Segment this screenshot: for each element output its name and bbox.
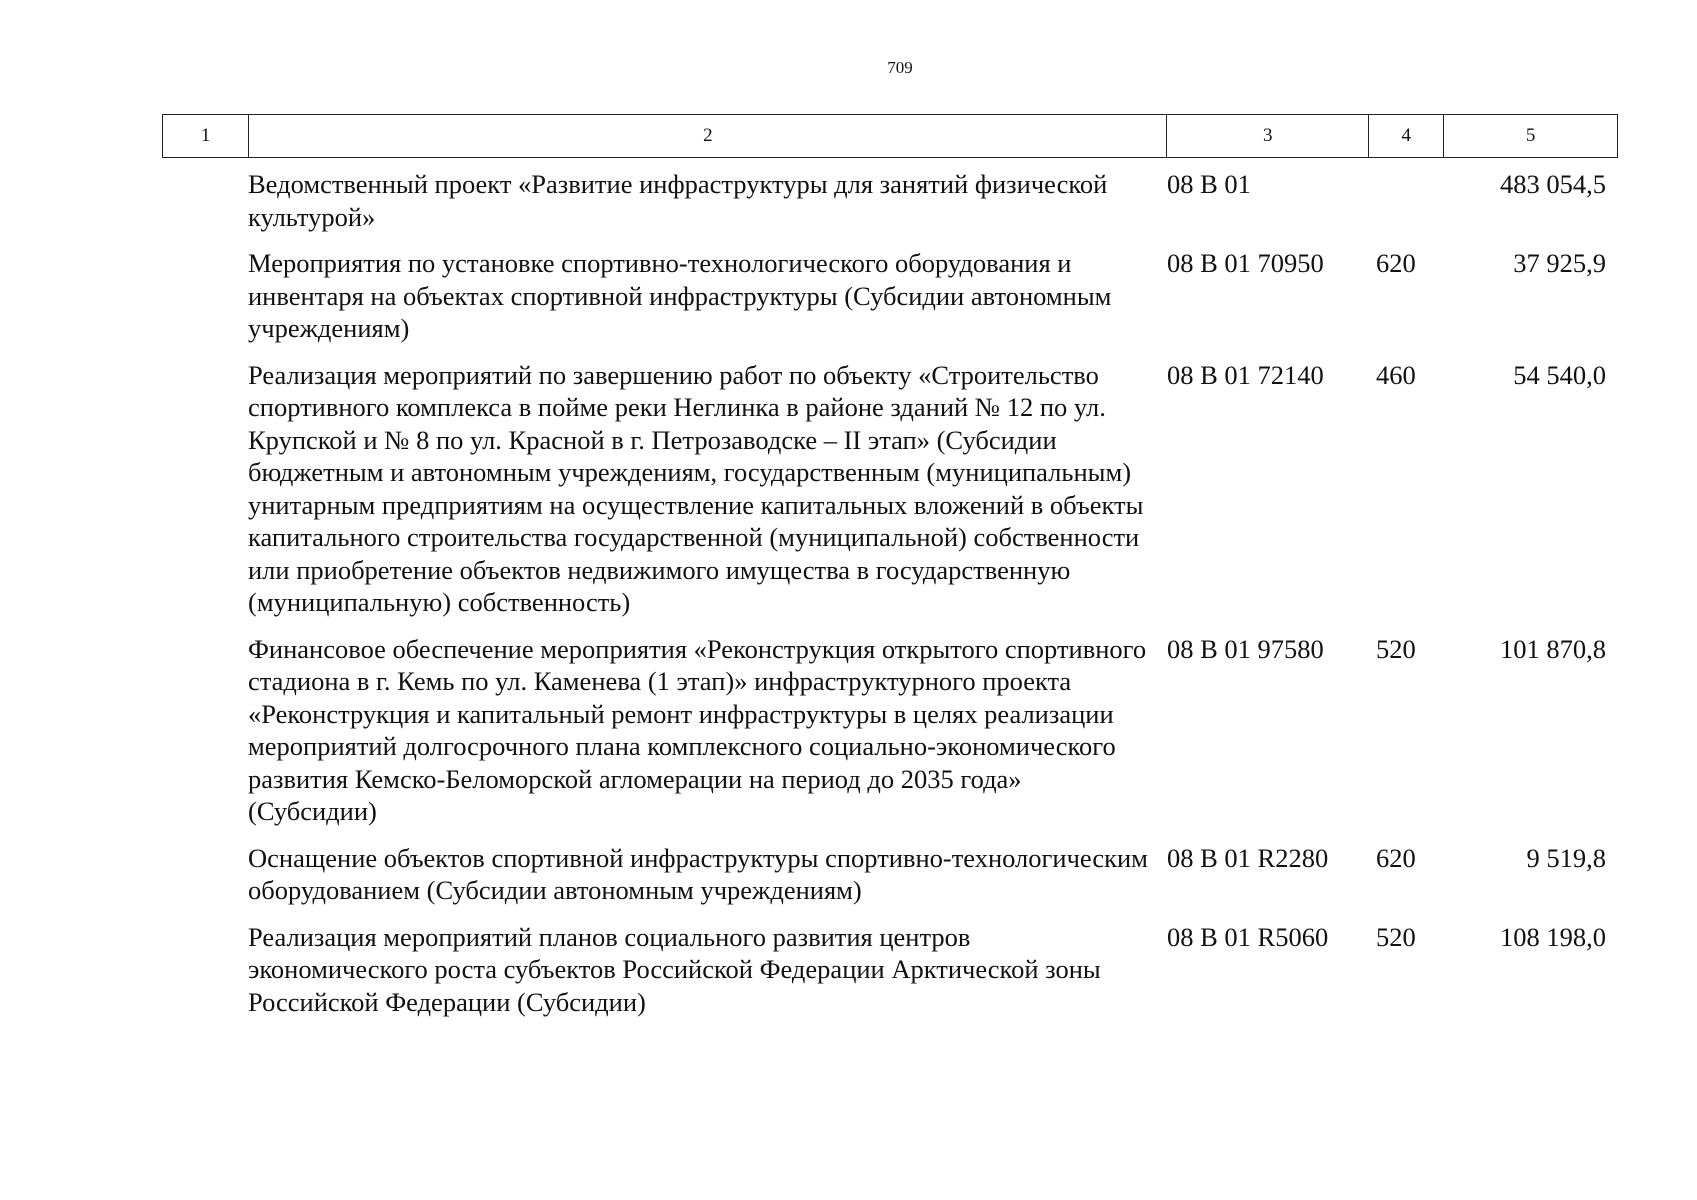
row-amount: 108 198,0 (1500, 921, 1606, 952)
row-type: 460 (1376, 359, 1416, 390)
row-name: Реализация мероприятий по завершению работ по объекту «Строительство спортивного комплекса в пойме реки Неглинка в районе зданий № 12 по ул. Крупской и № 8 по ул. Красной в г. Петрозаводске – II этап» (Субсидии бюджетным и автономным учреждениям, государственным (муниципальным) унитарным предприятиям на осуществление капитальных вложений в объекты капитального строительства государственной (муниципальной) собственности или приобретение объектов недвижимого имущества в государственную (муниципальную) собственность) (248, 359, 1144, 617)
row-name: Финансовое обеспечение мероприятия «Реконструкция открытого спортивного стадиона в г. Кемь по ул. Каменева (1 этап)» инфраструктурного проекта «Реконструкция и капитальный ремонт инфраструктуры в целях реализации мероприятий долгосрочного плана комплексного социально-экономического развития Кемско-Беломорской агломерации на период до 2035 года» (Субсидии) (248, 633, 1147, 826)
row-name: Оснащение объектов спортивной инфраструктуры спортивно-технологическим оборудованием (Субсидии автономным учреждениям) (248, 842, 1148, 905)
row-type: 620 (1376, 248, 1416, 278)
row-type: 620 (1376, 842, 1416, 873)
row-name: Мероприятия по установке спортивно-технологического оборудования и инвентаря на объектах спортивной инфраструктуры (Субсидии автономным учреждениям) (248, 248, 1112, 343)
column-header-table (162, 114, 1618, 158)
column-header-1: 1 (163, 115, 249, 158)
column-header-4: 4 (1369, 115, 1444, 158)
row-amount: 9 519,8 (1526, 842, 1606, 873)
table-row (248, 247, 1618, 345)
row-code: 08 В 01 R2280 (1167, 842, 1329, 873)
row-type: 520 (1376, 633, 1416, 664)
row-name: Ведомственный проект «Развитие инфраструктуры для занятий физической культурой» (248, 169, 1108, 232)
page-number: 709 (887, 58, 913, 77)
column-header-5: 5 (1444, 115, 1618, 158)
row-code: 08 В 01 72140 (1167, 359, 1324, 390)
row-code: 08 В 01 97580 (1167, 633, 1324, 664)
column-header-row (163, 115, 1618, 158)
table-row (248, 921, 1618, 1019)
row-type: 520 (1376, 921, 1416, 952)
row-amount: 54 540,0 (1513, 359, 1606, 390)
table-row (248, 633, 1618, 828)
row-amount: 101 870,8 (1500, 633, 1606, 664)
table-row (248, 168, 1618, 233)
table-row (248, 359, 1618, 619)
row-code: 08 В 01 (1167, 169, 1251, 199)
table-row (248, 842, 1618, 907)
row-amount: 37 925,9 (1513, 248, 1606, 278)
column-header-3: 3 (1167, 115, 1369, 158)
row-code: 08 В 01 70950 (1167, 248, 1324, 278)
row-code: 08 В 01 R5060 (1167, 921, 1329, 952)
row-name: Реализация мероприятий планов социального развития центров экономического роста субъектов Российской Федерации Арктической зоны Российской Федерации (Субсидии) (248, 921, 1101, 1017)
table-body (248, 168, 1618, 1032)
column-header-2: 2 (249, 115, 1167, 158)
row-amount: 483 054,5 (1500, 169, 1606, 199)
